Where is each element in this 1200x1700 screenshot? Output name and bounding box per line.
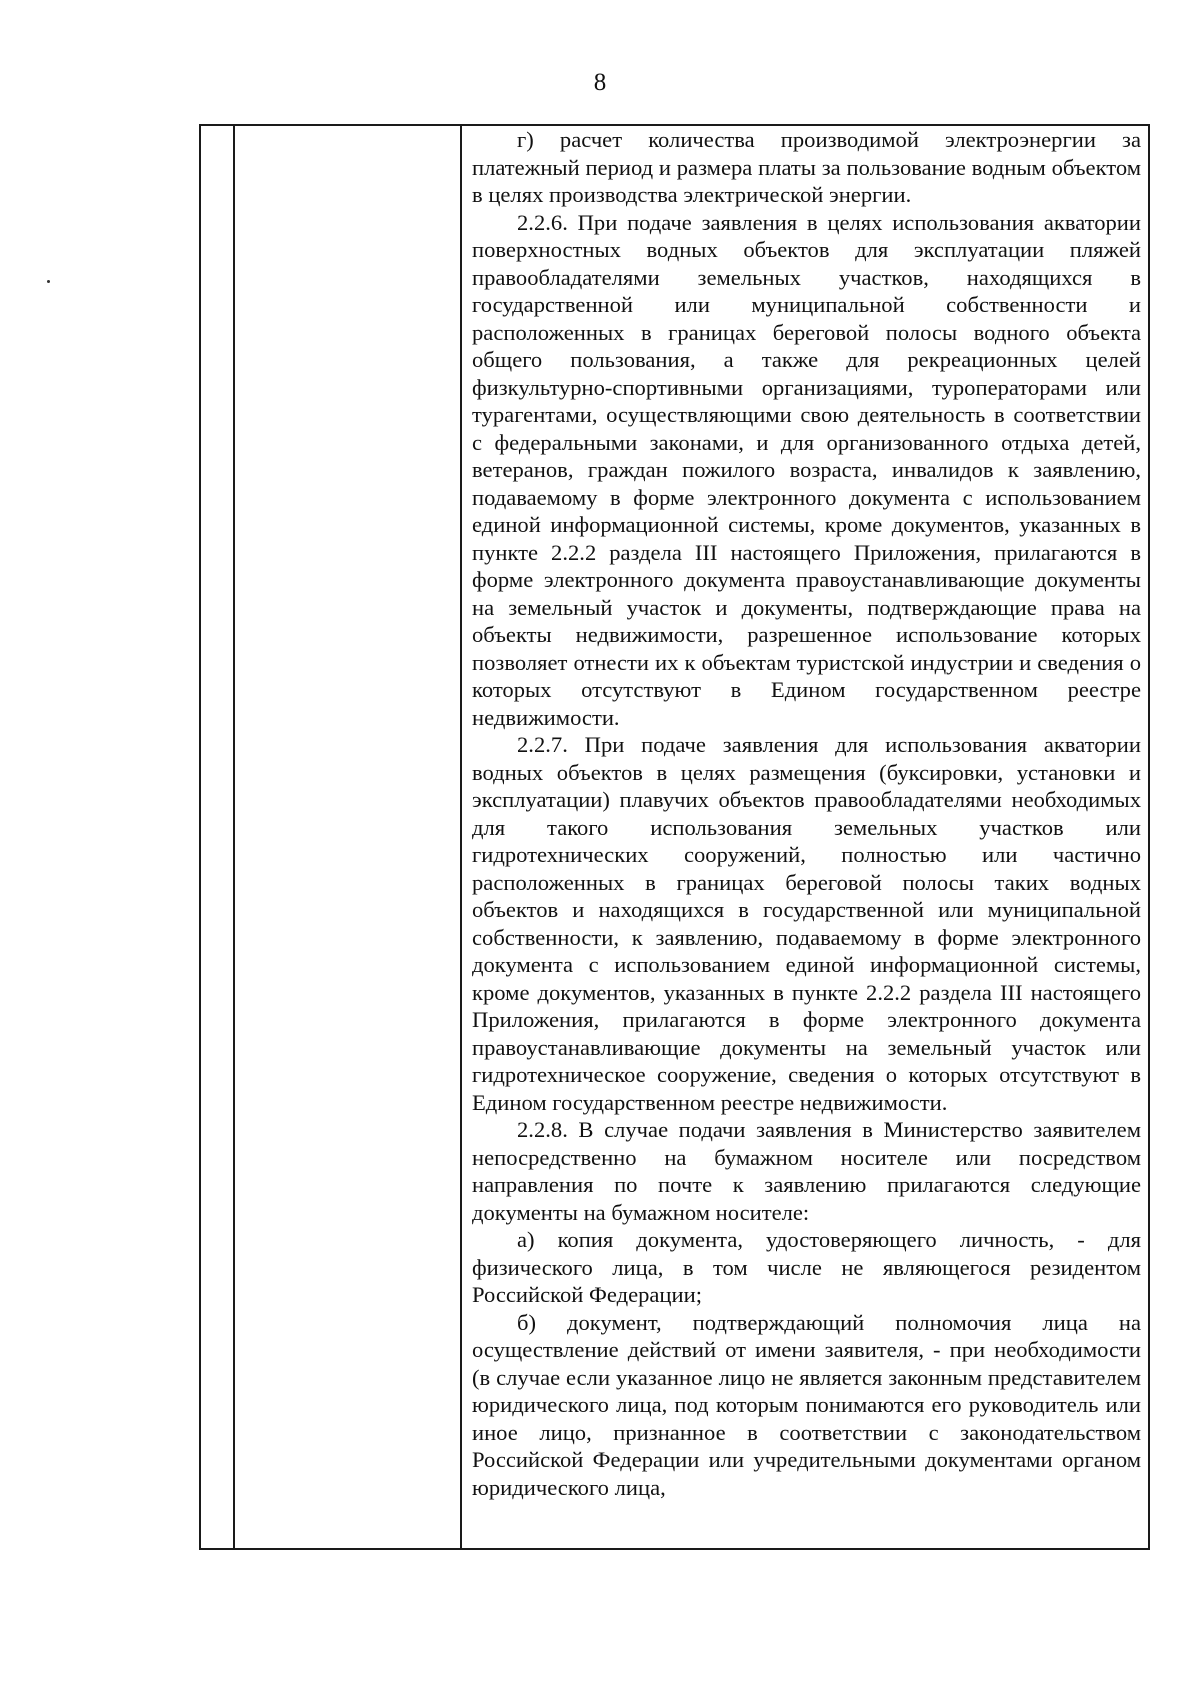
table-column-divider-1	[233, 124, 235, 1550]
paragraph-item-b: б) документ, подтверждающий полномочия лица на осуществление действий от имени заявителя, - при необходимости (в случае если указанное лицо не является законным представителем юридического лица, под которым понимаются его руководитель или иное лицо, признанное в соответствии с законодательством Российской Федерации или учредительными документами органом юридического лица,	[472, 1309, 1141, 1500]
paragraph-2-2-7: 2.2.7. При подаче заявления для использования акватории водных объектов в целях размещения (буксировки, установки и эксплуатации) плавучих объектов правообладателями необходимых для такого использования земельных участков или гидротехнических сооружений, полностью или частично расположенных в границах береговой полосы таких водных объектов и находящихся в государственной или муниципальной собственности, к заявлению, подаваемому в форме электронного документа с использованием единой информационной системы, кроме документов, указанных в пункте 2.2.2 раздела III настоящего Приложения, прилагаются в форме электронного документа правоустанавливающие документы на земельный участок или гидротехническое сооружение, сведения о которых отсутствуют в Едином государственном реестре недвижимости.	[472, 732, 1141, 1115]
paragraph-2-2-8: 2.2.8. В случае подачи заявления в Министерство заявителем непосредственно на бумажном носителе или посредством направления по почте к заявлению прилагаются следующие документы на бумажном носителе:	[472, 1117, 1141, 1225]
page-number: 8	[593, 69, 607, 96]
scan-speck	[47, 280, 50, 283]
paragraph-2-2-6: 2.2.6. При подаче заявления в целях использования акватории поверхностных водных объектов для эксплуатации пляжей правообладателями земельных участков, находящихся в государственной или муниципальной собственности и расположенных в границах береговой полосы водного объекта общего пользования, а также для рекреационных целей физкультурно-спортивными организациями, туроператорами или турагентами, осуществляющими свою деятельность в соответствии с федеральными законами, и для организованного отдыха детей, ветеранов, граждан пожилого возраста, инвалидов к заявлению, подаваемому в форме электронного документа с использованием единой информационной системы, кроме документов, указанных в пункте 2.2.2 раздела III настоящего Приложения, прилагаются в форме электронного документа правоустанавливающие документы на земельный участок и документы, подтверждающие права на объекты недвижимости, разрешенное использование которых позволяет отнести их к объектам туристской индустрии и сведения о которых отсутствуют в Едином государственном реестре недвижимости.	[472, 209, 1141, 730]
table-text-cell	[472, 126, 1141, 1501]
table-column-divider-2	[460, 124, 462, 1550]
paragraph-item-a: а) копия документа, удостоверяющего личность, - для физического лица, в том числе не являющегося резидентом Российской Федерации;	[472, 1227, 1141, 1307]
paragraph-item-g: г) расчет количества производимой электроэнергии за платежный период и размера платы за пользование водным объектом в целях производства электрической энергии.	[472, 127, 1141, 207]
